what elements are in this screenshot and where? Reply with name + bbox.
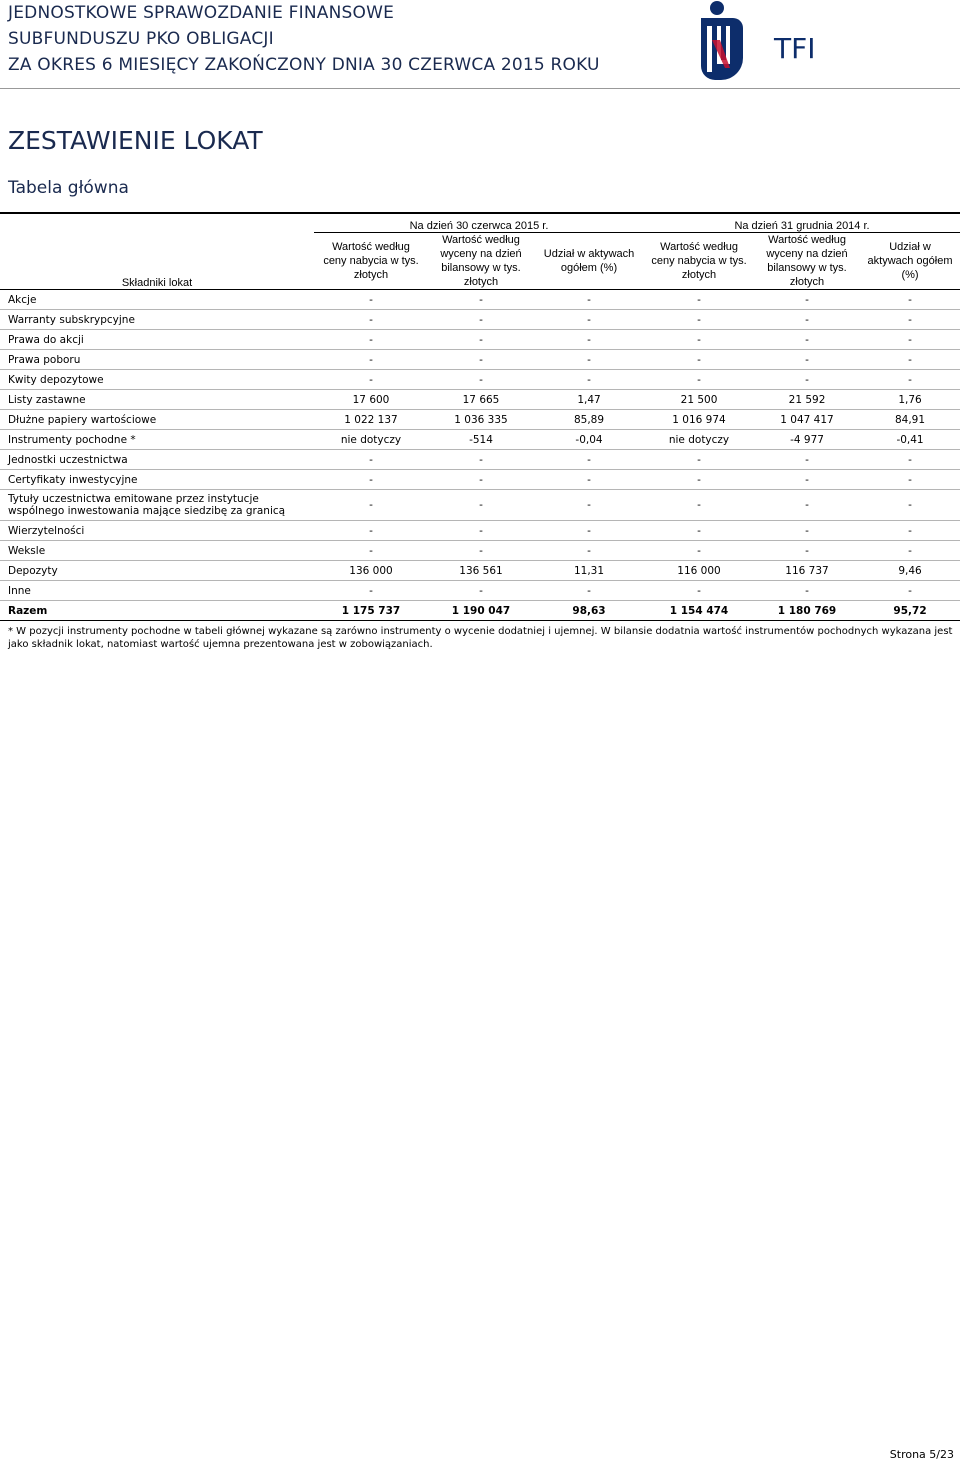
cell: - (860, 290, 960, 310)
header-line-3: ZA OKRES 6 MIESIĘCY ZAKOŃCZONY DNIA 30 CZERWCA 2015 ROKU (8, 55, 600, 75)
table-row (0, 290, 960, 310)
cell: - (428, 470, 534, 490)
table-row (0, 450, 960, 470)
cell: - (314, 450, 428, 470)
cell: 1 036 335 (428, 410, 534, 430)
total-cell: 1 175 737 (314, 601, 428, 621)
page-number: Strona 5/23 (889, 1448, 954, 1461)
row-label: Kwity depozytowe (0, 370, 314, 390)
cell: - (534, 490, 644, 521)
cell: - (428, 581, 534, 601)
row-label: Akcje (0, 290, 314, 310)
cell: 17 600 (314, 390, 428, 410)
row-label: Warranty subskrypcyjne (0, 310, 314, 330)
cell: - (644, 330, 754, 350)
cell: -0,04 (534, 430, 644, 450)
row-label: Depozyty (0, 561, 314, 581)
row-label: Dłużne papiery wartościowe (0, 410, 314, 430)
cell: - (314, 290, 428, 310)
cell: - (754, 350, 860, 370)
cell: - (314, 310, 428, 330)
cell: - (860, 310, 960, 330)
cell: 1 047 417 (754, 410, 860, 430)
total-cell: 95,72 (860, 601, 960, 621)
row-label: Prawa poboru (0, 350, 314, 370)
cell: 116 737 (754, 561, 860, 581)
corner-label: Składniki lokat (0, 213, 314, 290)
header-line-2: SUBFUNDUSZU PKO OBLIGACJI (8, 29, 274, 49)
cell: - (428, 541, 534, 561)
document-header (8, 0, 600, 78)
row-label: Wierzytelności (0, 521, 314, 541)
cell: - (644, 541, 754, 561)
cell: 21 592 (754, 390, 860, 410)
cell: - (644, 290, 754, 310)
row-label: Instrumenty pochodne * (0, 430, 314, 450)
cell: - (534, 310, 644, 330)
cell: - (754, 450, 860, 470)
cell: - (534, 470, 644, 490)
cell: - (860, 470, 960, 490)
cell: - (534, 521, 644, 541)
cell: - (314, 470, 428, 490)
table-row (0, 350, 960, 370)
cell: - (428, 290, 534, 310)
cell: 116 000 (644, 561, 754, 581)
group-header-2015: Na dzień 30 czerwca 2015 r. (314, 213, 644, 233)
col-header: Wartość według ceny nabycia w tys. złotych (314, 233, 428, 290)
row-label: Jednostki uczestnictwa (0, 450, 314, 470)
table-row (0, 561, 960, 581)
cell: - (428, 450, 534, 470)
table-row (0, 390, 960, 410)
header-divider (0, 88, 960, 89)
total-row (0, 601, 960, 621)
cell: - (534, 370, 644, 390)
cell: 136 561 (428, 561, 534, 581)
cell: - (644, 450, 754, 470)
row-label: Listy zastawne (0, 390, 314, 410)
table-row (0, 410, 960, 430)
cell: - (534, 581, 644, 601)
row-label: Certyfikaty inwestycyjne (0, 470, 314, 490)
cell: - (754, 370, 860, 390)
cell: - (644, 521, 754, 541)
total-cell: 1 180 769 (754, 601, 860, 621)
cell: - (314, 350, 428, 370)
investments-table (0, 212, 960, 621)
col-header: Wartość według ceny nabycia w tys. złotych (644, 233, 754, 290)
cell: - (644, 370, 754, 390)
cell: - (314, 330, 428, 350)
table-row (0, 490, 960, 521)
cell: - (534, 330, 644, 350)
cell: - (314, 581, 428, 601)
cell: - (860, 581, 960, 601)
table-row (0, 370, 960, 390)
cell: nie dotyczy (644, 430, 754, 450)
cell: - (314, 541, 428, 561)
cell: - (314, 370, 428, 390)
cell: 9,46 (860, 561, 960, 581)
cell: - (534, 450, 644, 470)
cell: - (644, 310, 754, 330)
cell: - (754, 290, 860, 310)
cell: - (754, 541, 860, 561)
cell: 11,31 (534, 561, 644, 581)
cell: - (534, 350, 644, 370)
page-title: ZESTAWIENIE LOKAT (8, 126, 263, 155)
page-subtitle: Tabela główna (8, 178, 129, 198)
cell: - (754, 581, 860, 601)
cell: - (754, 330, 860, 350)
cell: - (860, 521, 960, 541)
table-row (0, 330, 960, 350)
cell: - (644, 581, 754, 601)
cell: - (754, 490, 860, 521)
cell: - (428, 370, 534, 390)
cell: - (860, 330, 960, 350)
total-cell: 1 190 047 (428, 601, 534, 621)
cell: - (860, 370, 960, 390)
table-row (0, 521, 960, 541)
cell: - (428, 490, 534, 521)
cell: 136 000 (314, 561, 428, 581)
cell: - (314, 521, 428, 541)
row-label: Inne (0, 581, 314, 601)
cell: - (644, 470, 754, 490)
cell: 84,91 (860, 410, 960, 430)
row-label: Prawa do akcji (0, 330, 314, 350)
cell: - (754, 470, 860, 490)
cell: - (644, 350, 754, 370)
cell: - (754, 310, 860, 330)
cell: - (644, 490, 754, 521)
total-label: Razem (0, 601, 314, 621)
col-header: Wartość według wyceny na dzień bilansowy w tys. złotych (428, 233, 534, 290)
col-header: Wartość według wyceny na dzień bilansowy w tys. złotych (754, 233, 860, 290)
cell: - (428, 521, 534, 541)
table-row (0, 310, 960, 330)
cell: - (754, 521, 860, 541)
cell: 21 500 (644, 390, 754, 410)
cell: 1,76 (860, 390, 960, 410)
table-row (0, 581, 960, 601)
group-header-2014: Na dzień 31 grudnia 2014 r. (644, 213, 960, 233)
table-row (0, 470, 960, 490)
cell: -514 (428, 430, 534, 450)
cell: - (860, 350, 960, 370)
cell: 1 022 137 (314, 410, 428, 430)
cell: 1 016 974 (644, 410, 754, 430)
cell: 17 665 (428, 390, 534, 410)
total-cell: 98,63 (534, 601, 644, 621)
cell: -4 977 (754, 430, 860, 450)
cell: 1,47 (534, 390, 644, 410)
table-row (0, 430, 960, 450)
col-header: Udział w aktywach ogółem (%) (534, 233, 644, 290)
cell: - (534, 290, 644, 310)
total-cell: 1 154 474 (644, 601, 754, 621)
footnote: * W pozycji instrumenty pochodne w tabeli głównej wykazane są zarówno instrumenty o wycenie dodatniej i ujemnej. W bilansie dodatnia wartość instrumentów pochodnych wykazana jest jako składnik lokat, natomiast wartość ujemna prezentowana jest w zobowiązaniach. (8, 626, 953, 650)
cell: - (314, 490, 428, 521)
row-label: Weksle (0, 541, 314, 561)
cell: - (428, 310, 534, 330)
cell: 85,89 (534, 410, 644, 430)
cell: - (534, 541, 644, 561)
cell: - (428, 330, 534, 350)
cell: nie dotyczy (314, 430, 428, 450)
cell: - (860, 490, 960, 521)
row-label: Tytuły uczestnictwa emitowane przez instytucje wspólnego inwestowania mające siedzibę za granicą (0, 490, 314, 521)
cell: - (860, 450, 960, 470)
col-header: Udział w aktywach ogółem (%) (860, 233, 960, 290)
cell: - (428, 350, 534, 370)
logo-text: TFI (774, 32, 816, 65)
table-row (0, 541, 960, 561)
cell: - (860, 541, 960, 561)
header-line-1: JEDNOSTKOWE SPRAWOZDANIE FINANSOWE (8, 3, 395, 23)
cell: -0,41 (860, 430, 960, 450)
